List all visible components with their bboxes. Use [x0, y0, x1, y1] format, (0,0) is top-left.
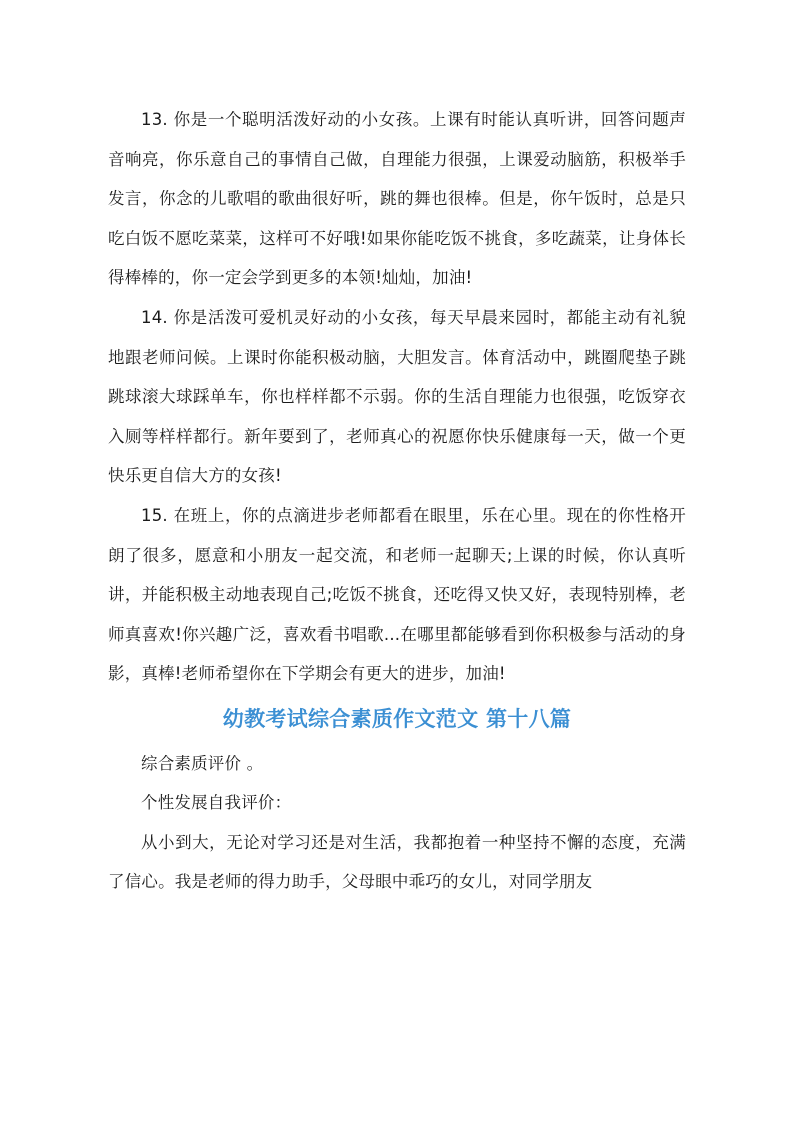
list-item-13: 13. 你是一个聪明活泼好动的小女孩。上课有时能认真听讲，回答问题声音响亮，你乐意自己的事情自己做，自理能力很强，上课爱动脑筋，积极举手发言，你念的儿歌唱的歌曲很好听，跳的舞也很棒。但是，你午饭时，总是只吃白饭不愿吃菜菜，这样可不好哦!如果你能吃饭不挑食，多吃蔬菜，让身体长得棒棒的，你一定会学到更多的本领!灿灿，加油! — [108, 110, 686, 288]
document-body — [108, 100, 686, 902]
paragraph-self-evaluation-label: 个性发展自我评价： — [141, 793, 292, 813]
list-item-15: 15. 在班上，你的点滴进步老师都看在眼里，乐在心里。现在的你性格开朗了很多，愿意和小朋友一起交流，和老师一起聊天;上课的时候，你认真听讲，并能积极主动地表现自己;吃饭不挑食，还吃得又快又好，表现特别棒，老师真喜欢!你兴趣广泛，喜欢看书唱歌...在哪里都能够看到你积极参与活动的身影，真棒!老师希望你在下学期会有更大的进步，加油! — [108, 505, 686, 684]
section-heading: 幼教考试综合素质作文范文 第十八篇 — [222, 706, 572, 731]
paragraph-self-evaluation-body: 从小到大，无论对学习还是对生活，我都抱着一种坚持不懈的态度，充满了信心。我是老师的得力助手，父母眼中乖巧的女儿，对同学朋友 — [108, 832, 686, 892]
list-item-14: 14. 你是活泼可爱机灵好动的小女孩，每天早晨来园时，都能主动有礼貌地跟老师问候。上课时你能积极动脑，大胆发言。体育活动中，跳圈爬垫子跳跳球滚大球踩单车，你也样样都不示弱。你的生活自理能力也很强，吃饭穿衣入厕等样样都行。新年要到了，老师真心的祝愿你快乐健康每一天，做一个更快乐更自信大方的女孩! — [108, 307, 686, 486]
paragraph-evaluation-title: 综合素质评价 。 — [141, 753, 264, 773]
